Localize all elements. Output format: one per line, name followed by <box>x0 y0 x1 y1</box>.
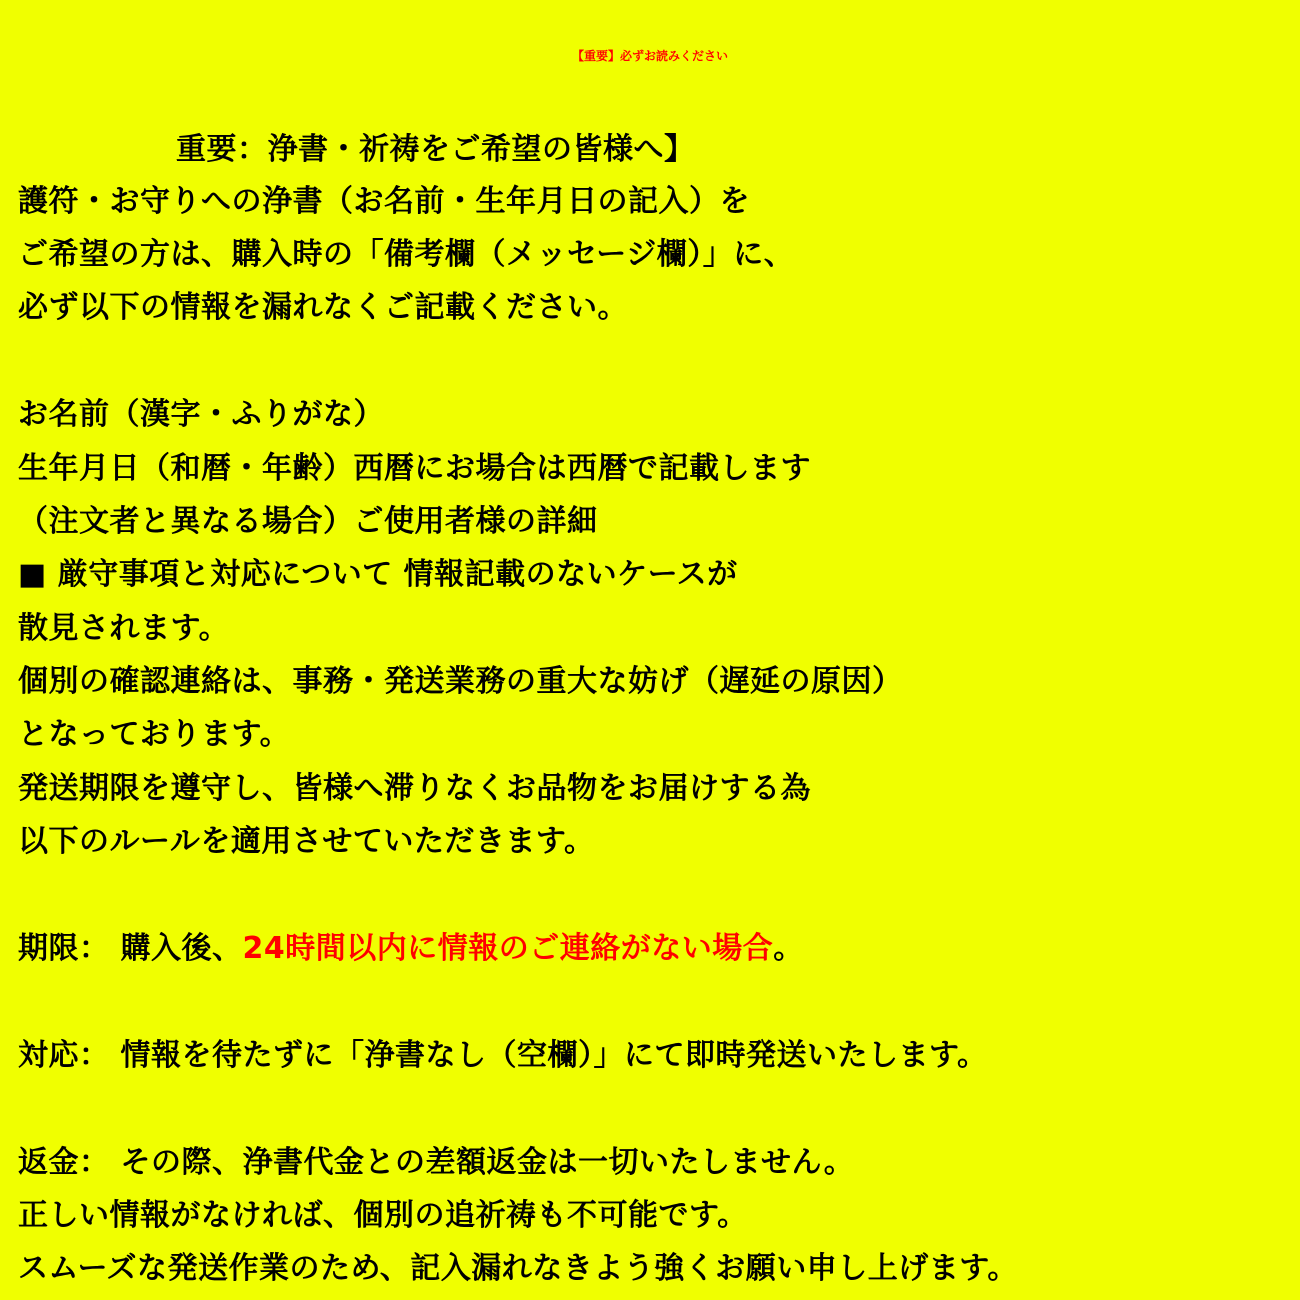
required-info-line: 生年月日（和暦・年齢）西暦にお場合は西暦で記載します <box>18 451 811 486</box>
strict-section-line: ■ 厳守事項と対応について 情報記載のないケースが <box>18 557 738 592</box>
notice-heading: 重要：浄書・祈祷をご希望の皆様へ】 <box>176 132 695 167</box>
deadline-prefix: 期限： 購入後、 <box>18 931 243 966</box>
closing-line: スムーズな発送作業のため、記入漏れなきよう強くお願い申し上げます。 <box>18 1251 1018 1286</box>
intro-line: 必ず以下の情報を漏れなくご記載ください。 <box>18 290 628 325</box>
strict-section-line: 以下のルールを適用させていただきます。 <box>18 824 595 859</box>
intro-line: ご希望の方は、購入時の「備考欄（メッセージ欄）」に、 <box>18 237 795 272</box>
required-info-line: お名前（漢字・ふりがな） <box>18 397 384 432</box>
strict-section-line: 発送期限を遵守し、皆様へ滞りなくお品物をお届けする為 <box>18 771 811 806</box>
strict-section-line: 散見されます。 <box>18 611 230 646</box>
notice-title: 【重要】必ずお読みください <box>571 49 728 63</box>
closing-line: 返金： その際、浄書代金との差額返金は一切いたしません。 <box>18 1145 855 1180</box>
required-info-line: （注文者と異なる場合）ご使用者様の詳細 <box>18 504 598 539</box>
intro-line: 護符・お守りへの浄書（お名前・生年月日の記入）を <box>18 184 750 219</box>
strict-section-line: 個別の確認連絡は、事務・発送業務の重大な妨げ（遅延の原因） <box>18 664 903 699</box>
deadline-line <box>18 929 804 969</box>
strict-section-line: となっております。 <box>18 717 291 752</box>
deadline-suffix: 。 <box>773 931 804 966</box>
deadline-highlight: 24時間以内に情報のご連絡がない場合 <box>242 931 774 966</box>
closing-line: 正しい情報がなければ、個別の追祈祷も不可能です。 <box>18 1198 748 1233</box>
response-line: 対応： 情報を待たずに「浄書なし（空欄）」にて即時発送いたします。 <box>18 1038 988 1073</box>
